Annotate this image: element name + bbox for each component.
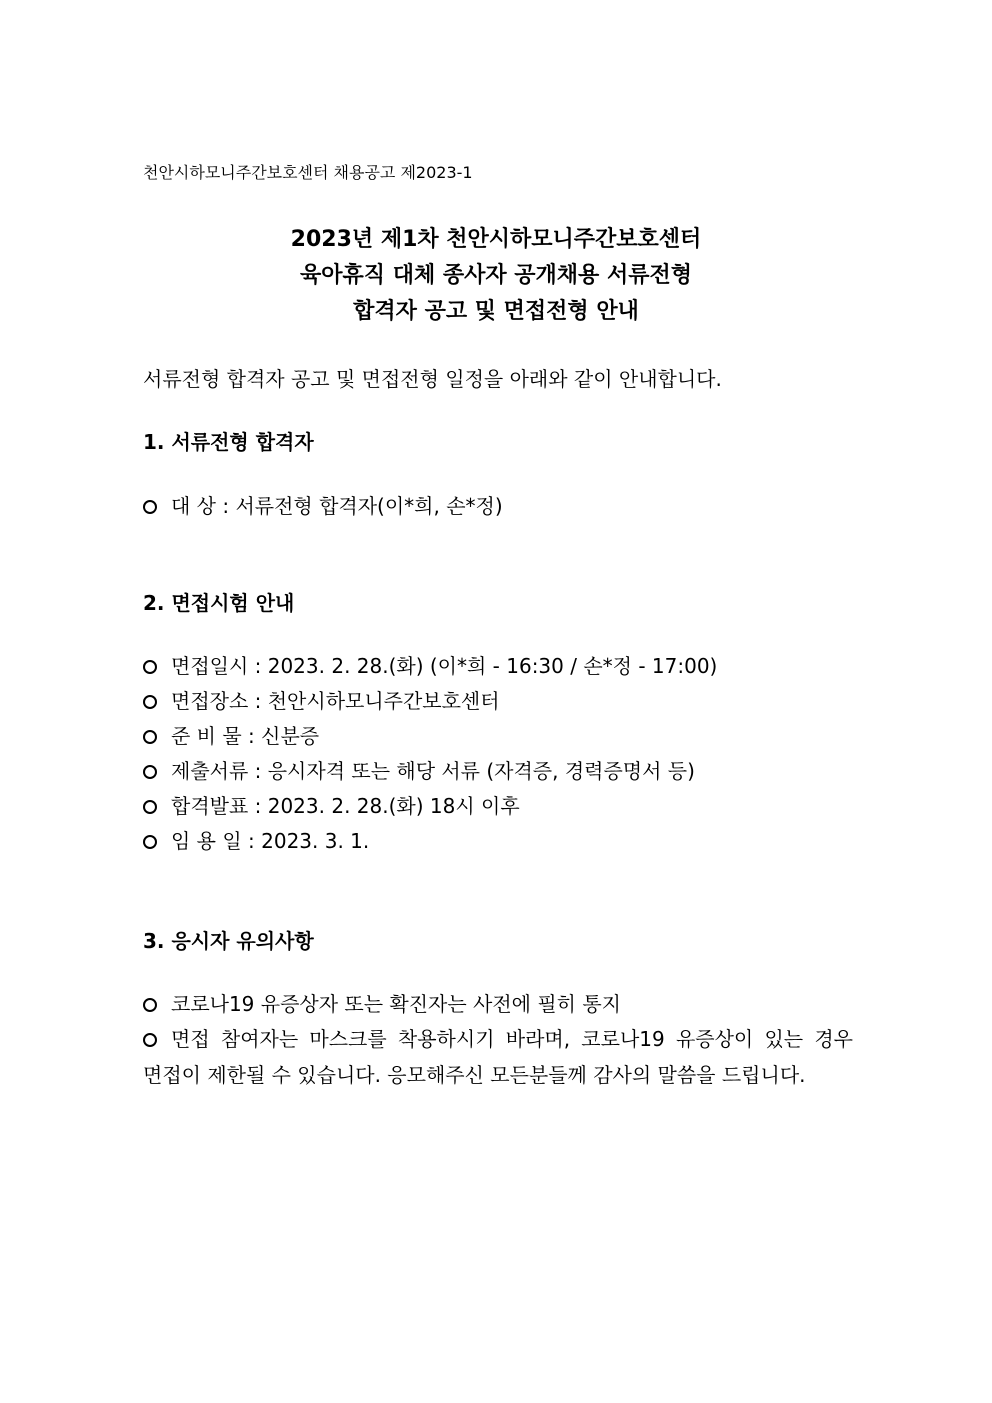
section-1-item-text: 대 상 : 서류전형 합격자(이*희, 손*정)	[171, 494, 503, 518]
section-3-item	[143, 991, 621, 1017]
paragraph-line-1-text: 면접 참여자는 마스크를 착용하시기 바라며, 코로나19 유증상이 있는 경우	[171, 1027, 853, 1051]
documents-text: 제출서류 : 응시자격 또는 해당 서류 (자격증, 경력증명서 등)	[171, 759, 695, 783]
section-3-paragraph	[143, 1021, 853, 1093]
section-3-heading: 3. 응시자 유의사항	[143, 929, 314, 953]
interview-date-text: 면접일시 : 2023. 2. 28.(화) (이*희 - 16:30 / 손*정 - 17:00)	[171, 654, 718, 678]
section-2-item	[143, 688, 500, 714]
circle-bullet-icon	[143, 500, 157, 514]
section-2-heading: 2. 면접시험 안내	[143, 591, 295, 615]
title-line-3: 합격자 공고 및 면접전형 안내	[353, 299, 639, 324]
result-announcement-text: 합격발표 : 2023. 2. 28.(화) 18시 이후	[171, 794, 520, 818]
section-1-heading: 1. 서류전형 합격자	[143, 430, 314, 454]
circle-bullet-icon	[143, 660, 157, 674]
section-2-item	[143, 653, 717, 679]
covid-notice-text: 코로나19 유증상자 또는 확진자는 사전에 필히 통지	[171, 992, 621, 1016]
paragraph-line-2: 면접이 제한될 수 있습니다. 응모해주신 모든분들께 감사의 말씀을 드립니다.	[143, 1063, 806, 1087]
appointment-date-text: 임 용 일 : 2023. 3. 1.	[171, 829, 370, 853]
section-2-item	[143, 723, 319, 749]
section-2-item	[143, 828, 369, 854]
circle-bullet-icon	[143, 730, 157, 744]
circle-bullet-icon	[143, 695, 157, 709]
materials-text: 준 비 물 : 신분증	[171, 724, 320, 748]
section-1-item	[143, 493, 503, 519]
circle-bullet-icon	[143, 998, 157, 1012]
circle-bullet-icon	[143, 800, 157, 814]
intro-text: 서류전형 합격자 공고 및 면접전형 일정을 아래와 같이 안내합니다.	[143, 367, 722, 391]
section-2-item	[143, 758, 695, 784]
notice-number: 천안시하모니주간보호센터 채용공고 제2023-1	[143, 163, 473, 182]
circle-bullet-icon	[143, 835, 157, 849]
section-2-item	[143, 793, 520, 819]
circle-bullet-icon	[143, 1033, 157, 1047]
paragraph-line-1	[143, 1021, 853, 1057]
title-line-1: 2023년 제1차 천안시하모니주간보호센터	[290, 227, 702, 252]
title-line-2: 육아휴직 대체 종사자 공개채용 서류전형	[300, 263, 692, 288]
interview-place-text: 면접장소 : 천안시하모니주간보호센터	[171, 689, 500, 713]
circle-bullet-icon	[143, 765, 157, 779]
document-title	[143, 222, 849, 330]
